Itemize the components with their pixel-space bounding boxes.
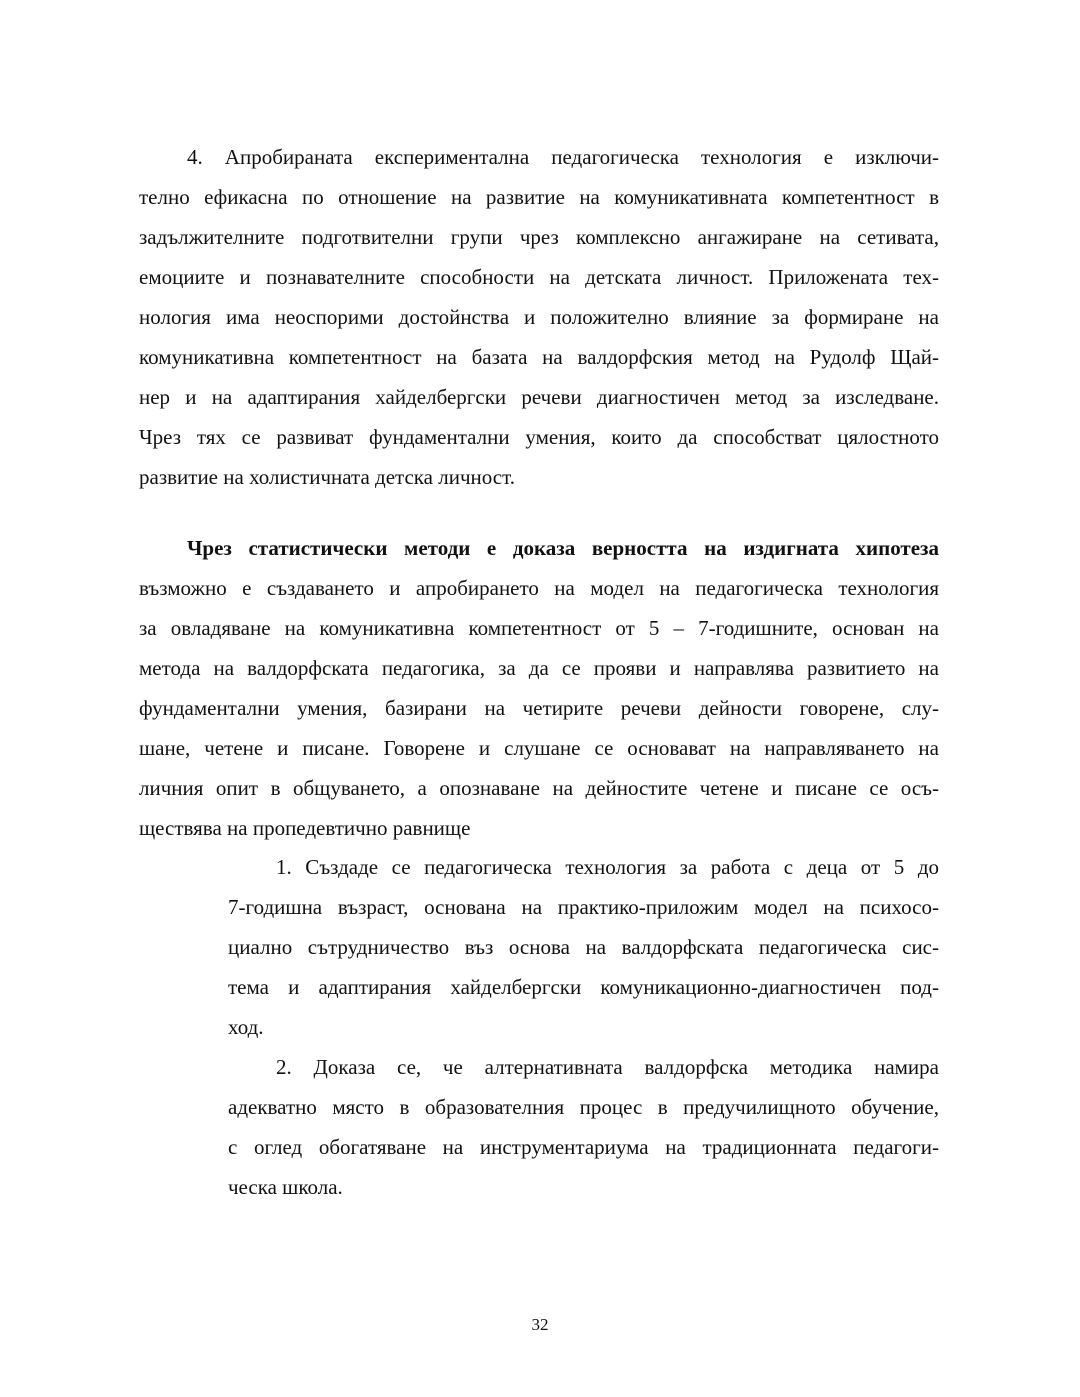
list-item [228,847,939,1047]
text-line: телно ефикасна по отношение на развитие на комуникативната компетентност в [139,185,939,209]
text-line: фундаментални умения, базирани на четирите речеви дейности говорене, слу- [139,696,939,720]
text-line: личния опит в общуването, а опознаване на дейностите четене и писане се осъ- [139,776,939,800]
text-line: с оглед обогатяване на инструментариума на традиционната педагоги- [228,1135,939,1159]
text-line: задължителните подготвителни групи чрез комплексно ангажиране на сетивата, [139,225,939,249]
text-line: адекватно място в образователния процес в предучилищното обучение, [228,1095,939,1119]
text-line: нология има неоспорими достойнства и положително влияние за формиране на [139,305,939,329]
text-line: комуникативна компетентност на базата на валдорфския метод на Рудолф Щай- [139,345,939,369]
text-line: метода на валдорфската педагогика, за да се прояви и направлява развитието на [139,656,939,680]
text-line: ход. [228,1015,264,1039]
text-line: възможно е създаването и апробирането на модел на педагогическа технология [139,576,939,600]
page-number: 32 [531,1315,549,1334]
text-line: развитие на холистичната детска личност. [139,465,515,489]
text-line: за овладяване на комуникативна компетентност от 5 – 7-годишните, основан на [139,616,939,640]
paragraph-conclusion-4 [139,137,939,497]
text-line: Чрез тях се развиват фундаментални умения, които да способстват цялостното [139,425,939,449]
text-line: 1. Създаде се педагогическа технология за работа с деца от 5 до [276,855,939,879]
text-line: нер и на адаптирания хайделбергски речеви диагностичен метод за изследване. [139,385,939,409]
list-item [228,1047,939,1207]
text-line: 7-годишна възраст, основана на практико-приложим модел на психосо- [228,895,939,919]
text-line: 4. Апробираната експериментална педагогическа технология е изключи- [187,145,939,169]
text-line: шане, четене и писане. Говорене и слушане се основават на направляването на [139,736,939,760]
text-line: циално сътрудничество въз основа на валдорфската педагогическа сис- [228,935,939,959]
text-line: тема и адаптирания хайделбергски комуникационно-диагностичен под- [228,975,939,999]
text-line: ческа школа. [228,1175,343,1199]
text-line: 2. Доказа се, че алтернативната валдорфска методика намира [276,1055,939,1079]
bold-lead-line: Чрез статистически методи е доказа верността на издигната хипотеза [187,536,939,560]
text-line: емоциите и познавателните способности на детската личност. Приложената тех- [139,265,939,289]
paragraph-hypothesis [139,528,939,848]
numbered-list [228,847,939,1207]
text-line: ществява на пропедевтично равнище [139,816,471,840]
